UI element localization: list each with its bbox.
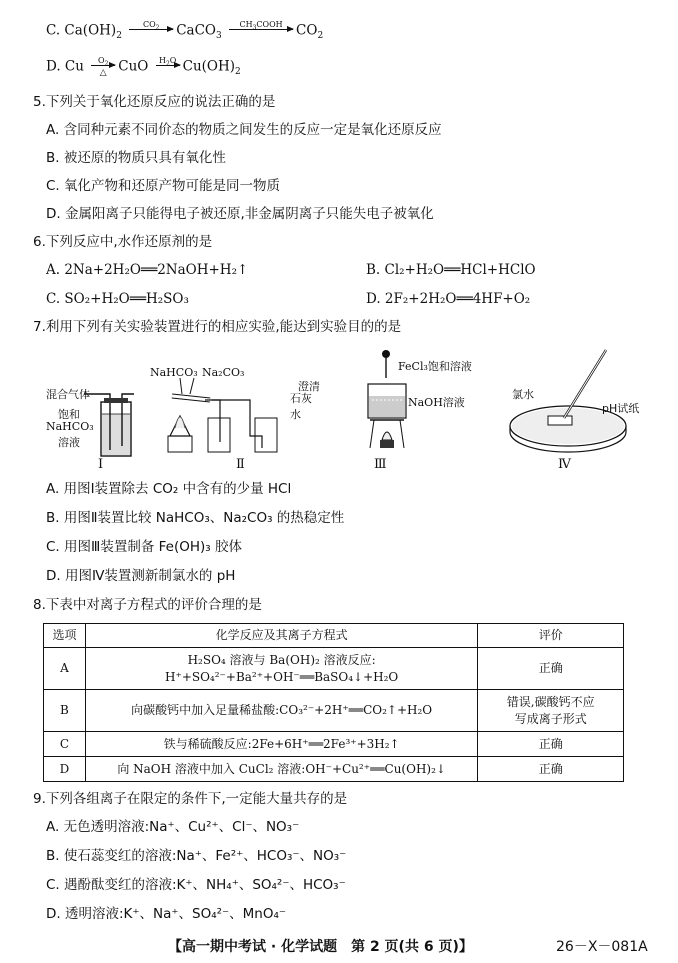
question-6-stem: 6.下列反应中,水作还原剂的是 bbox=[33, 234, 213, 250]
table-header-row bbox=[44, 624, 624, 648]
label-limewater: 石灰水 bbox=[290, 392, 312, 421]
table-cell-equation: H₂SO₄ 溶液与 Ba(OH)₂ 溶液反应: H⁺+SO₄²⁻+Ba²⁺+OH⁻══BaSO₄↓+H₂O bbox=[85, 648, 477, 690]
question-7-stem: 7.利用下列有关实验装置进行的相应实验,能达到实验目的的是 bbox=[33, 319, 402, 335]
label-na2co3: Na₂CO₃ bbox=[202, 366, 245, 379]
figure-3-colloid-prep bbox=[356, 348, 496, 456]
label-fecl3: FeCl₃饱和溶液 bbox=[398, 360, 472, 373]
ion-equation-table bbox=[43, 623, 624, 782]
question-5-option-a[interactable]: A. 含同种元素不同价态的物质之间发生的反应一定是氧化还原反应 bbox=[46, 122, 442, 138]
label-nahco3: NaHCO₃ bbox=[46, 420, 94, 433]
table-cell-option: D bbox=[44, 757, 86, 782]
table-row bbox=[44, 648, 624, 690]
question-5-option-c[interactable]: C. 氧化产物和还原产物可能是同一物质 bbox=[46, 178, 281, 194]
label-solution: 溶液 bbox=[58, 436, 80, 449]
table-cell-equation: 铁与稀硫酸反应:2Fe+6H⁺══2Fe³⁺+3H₂↑ bbox=[85, 732, 477, 757]
label-mixed-gas: 混合气体 bbox=[46, 388, 90, 401]
reaction-arrow: $O_2$ △ bbox=[91, 56, 115, 78]
question-5-option-b[interactable]: B. 被还原的物质只具有氧化性 bbox=[46, 150, 226, 166]
figure-4-number: Ⅳ bbox=[558, 457, 571, 472]
table-cell-eval: 错误,碳酸钙不应 写成离子形式 bbox=[478, 690, 624, 732]
table-cell-eval: 正确 bbox=[478, 757, 624, 782]
option-c-prev: C. $Ca(OH)_2$ $CO_2$ CaCO$_3$ $CH_3COOH$ $CO_2$ bbox=[46, 20, 324, 42]
question-6-option-a[interactable]: A. 2Na+2H₂O══2NaOH+H₂↑ bbox=[46, 262, 249, 278]
table-cell-eval: 正确 bbox=[478, 732, 624, 757]
question-5-option-d[interactable]: D. 金属阳离子只能得电子被还原,非金属阴离子只能失电子被氧化 bbox=[46, 206, 434, 222]
page-footer-code: 26－X－081A bbox=[556, 939, 648, 955]
table-cell-eval: 正确 bbox=[478, 648, 624, 690]
label-ph-paper: pH试纸 bbox=[602, 402, 640, 415]
question-7-option-b[interactable]: B. 用图Ⅱ装置比较 NaHCO₃、Na₂CO₃ 的热稳定性 bbox=[46, 510, 345, 526]
question-6-option-c[interactable]: C. SO₂+H₂O══H₂SO₃ bbox=[46, 291, 189, 307]
table-header: 选项 bbox=[44, 624, 86, 648]
question-7-option-c[interactable]: C. 用图Ⅲ装置制备 Fe(OH)₃ 胶体 bbox=[46, 539, 242, 555]
question-9-option-a[interactable]: A. 无色透明溶液:Na⁺、Cu²⁺、Cl⁻、NO₃⁻ bbox=[46, 819, 300, 835]
label-nahco3-2: NaHCO₃ bbox=[150, 366, 198, 379]
label-naoh: NaOH溶液 bbox=[408, 396, 465, 409]
question-9-stem: 9.下列各组离子在限定的条件下,一定能大量共存的是 bbox=[33, 791, 348, 807]
question-8-stem: 8.下表中对离子方程式的评价合理的是 bbox=[33, 597, 262, 613]
table-cell-option: A bbox=[44, 648, 86, 690]
question-9-option-c[interactable]: C. 遇酚酞变红的溶液:K⁺、NH₄⁺、SO₄²⁻、HCO₃⁻ bbox=[46, 877, 346, 893]
figure-4-ph-test bbox=[506, 346, 646, 456]
question-7-option-d[interactable]: D. 用图Ⅳ装置测新制氯水的 pH bbox=[46, 568, 236, 584]
table-row bbox=[44, 732, 624, 757]
question-9-option-d[interactable]: D. 透明溶液:K⁺、Na⁺、SO₄²⁻、MnO₄⁻ bbox=[46, 906, 287, 922]
question-6-option-d[interactable]: D. 2F₂+2H₂O══4HF+O₂ bbox=[366, 291, 531, 307]
label-saturated: 饱和 bbox=[58, 408, 80, 421]
figure-3-number: Ⅲ bbox=[374, 457, 387, 472]
label-clear: 澄清 bbox=[298, 380, 320, 393]
reaction-arrow: $H_2O$ bbox=[156, 56, 180, 78]
table-row bbox=[44, 757, 624, 782]
table-cell-equation: 向 NaOH 溶液中加入 CuCl₂ 溶液:OH⁻+Cu²⁺══Cu(OH)₂↓ bbox=[85, 757, 477, 782]
table-row bbox=[44, 690, 624, 732]
table-cell-equation: 向碳酸钙中加入足量稀盐酸:CO₃²⁻+2H⁺══CO₂↑+H₂O bbox=[85, 690, 477, 732]
option-d-prev: D. Cu $O_2$ △ CuO $H_2O$ $Cu(OH)_2$ bbox=[46, 56, 241, 78]
question-6-option-b[interactable]: B. Cl₂+H₂O══HCl+HClO bbox=[366, 262, 536, 278]
figure-1-gas-wash-bottle bbox=[44, 384, 134, 474]
question-7-option-a[interactable]: A. 用图Ⅰ装置除去 CO₂ 中含有的少量 HCl bbox=[46, 481, 292, 497]
page-footer-title: 【高一期中考试 · 化学试题 第 2 页(共 6 页)】 bbox=[168, 939, 473, 955]
figure-2-number: Ⅱ bbox=[236, 457, 245, 472]
table-header: 评价 bbox=[478, 624, 624, 648]
label-chlorine-water: 氯水 bbox=[512, 388, 534, 401]
question-9-option-b[interactable]: B. 使石蕊变红的溶液:Na⁺、Fe²⁺、HCO₃⁻、NO₃⁻ bbox=[46, 848, 347, 864]
table-cell-option: C bbox=[44, 732, 86, 757]
question-5-stem: 5.下列关于氧化还原反应的说法正确的是 bbox=[33, 94, 276, 110]
reaction-arrow: $CH_3COOH$ bbox=[229, 20, 293, 42]
figure-1-number: Ⅰ bbox=[98, 457, 104, 472]
figure-2-thermal-stability bbox=[150, 366, 320, 458]
table-header: 化学反应及其离子方程式 bbox=[85, 624, 477, 648]
reaction-arrow: $CO_2$ bbox=[129, 20, 173, 42]
table-cell-option: B bbox=[44, 690, 86, 732]
